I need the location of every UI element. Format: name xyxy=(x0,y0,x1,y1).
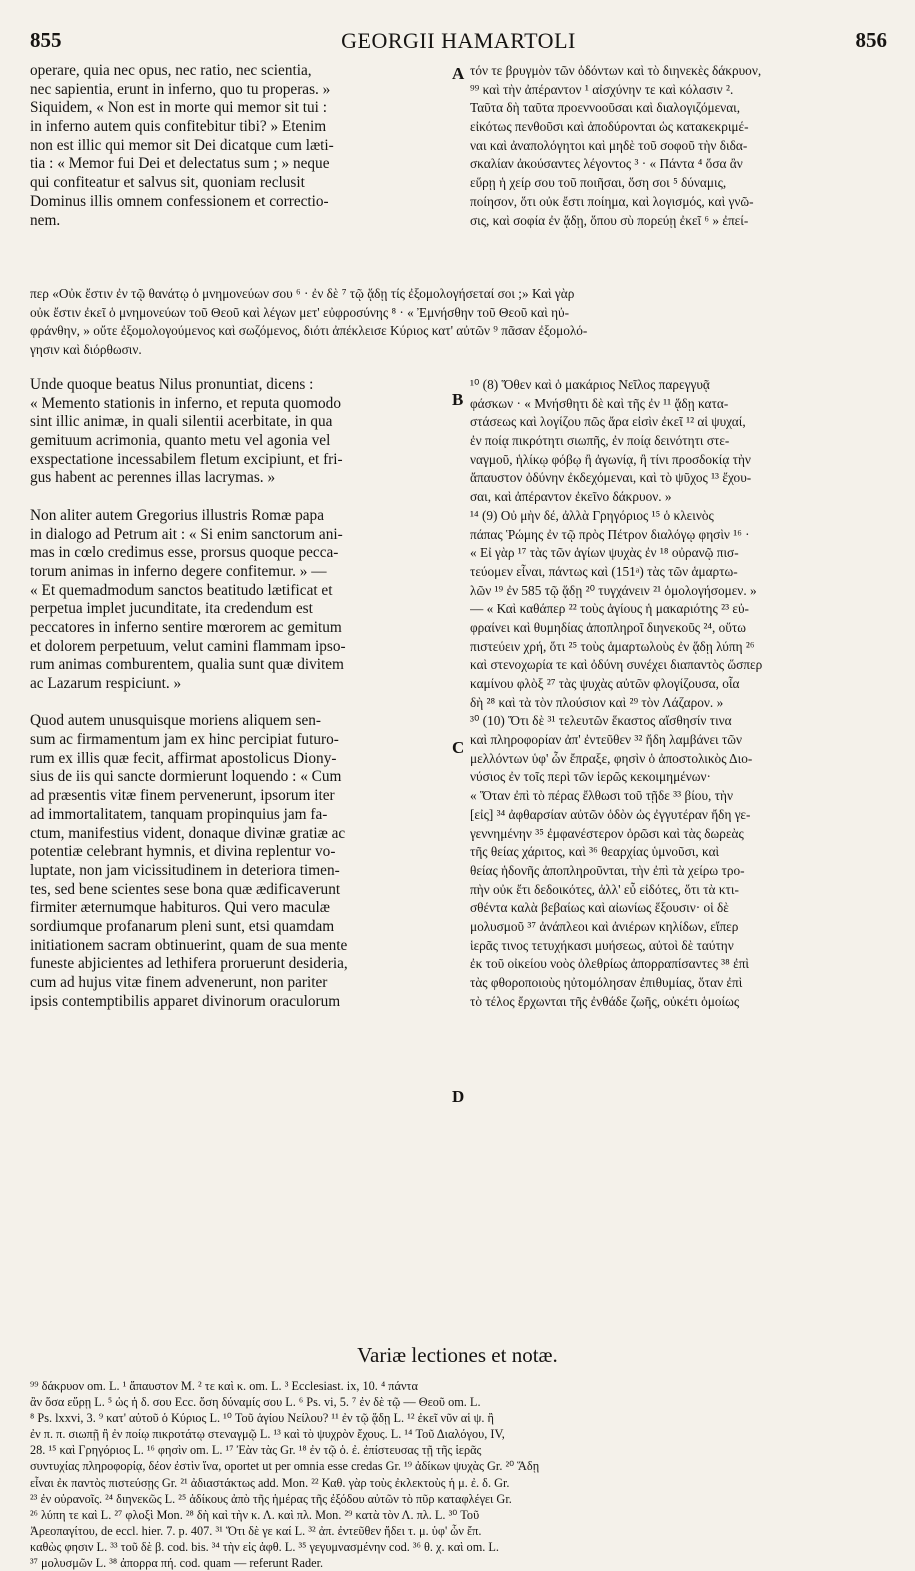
text-line: ⁸ Ps. lxxvi, 3. ⁹ κατ' αὐτοῦ ὁ Κύριος L. ¹⁰ Τοῦ ἁγίου Νείλου? ¹¹ ἐν τῷ ᾅδῃ L. ¹² ἐκεῖ νῦν αἱ ψ. ἢ xyxy=(30,1411,494,1426)
text-line: συντυχίας πληροφορίᾳ, δέον ἐστὶν ἵνα, oportet ut per omnia esse credas Gr. ¹⁹ ἀδίκων ψυχὰς Gr. ²⁰ Ἅδῃ xyxy=(30,1459,540,1474)
text-line: ac Lazarum respiciunt. » xyxy=(30,675,182,692)
text-line: sum ac firmamentum jam ex hinc percipiat futuro- xyxy=(30,731,339,749)
text-line: perpetua implet jucunditate, ita credendum est xyxy=(30,600,313,618)
text-line: sint illic animæ, in quali silentii acerbitate, in qua xyxy=(30,413,333,431)
text-line: exspectatione incessabilem fletum excipiunt, et fri- xyxy=(30,450,343,468)
text-line: Ταῦτα δὴ ταῦτα προεννοοῦσαι καὶ διαλογιζόμεναι, xyxy=(470,100,741,116)
latin-column-top xyxy=(30,62,444,230)
text-line: — « Καὶ καθάπερ ²² τοὺς ἁγίους ἡ μακαριότης ²³ εὐ- xyxy=(470,601,749,617)
text-line: Siquidem, « Non est in morte qui memor sit tui : xyxy=(30,99,327,117)
text-line: εἶναι ἐκ παντὸς πιστεύσῃς Gr. ²¹ ἀδιαστάκτως add. Mon. ²² Καθ. γὰρ τοὺς ἐκλεκτοὺς ἡ μ. ἐ. δ. Gr. xyxy=(30,1475,510,1490)
text-line: ἐν ποίᾳ πικρότητι σιωπῆς, ἐν ποίᾳ δεινότητι στε- xyxy=(470,433,730,449)
section-marker-a: A xyxy=(452,64,465,83)
text-line: firmiter æternumque habituros. Qui vero maculæ xyxy=(30,899,330,917)
greek-column-main xyxy=(470,376,886,1011)
text-line: « Εἰ γὰρ ¹⁷ τὰς τῶν ἁγίων ψυχὰς ἐν ¹⁸ οὐρανῷ πισ- xyxy=(470,545,739,561)
text-line: πάπας Ῥώμης ἐν τῷ πρὸς Πέτρον διαλόγῳ φησὶν ¹⁶ · xyxy=(470,526,750,542)
text-line: ἐν π. π. σιωπῇ ἢ ἐν ποίῳ πικροτάτῳ στεναγμῷ L. ¹³ καὶ τὸ ψυχρὸν ἔχους. L. ¹⁴ Τοῦ Διαλόγου, IV, xyxy=(30,1427,505,1442)
text-line: « Et quemadmodum sanctos beatitudo lætificat et xyxy=(30,581,333,599)
text-line: ἂν ὅσα εὕρῃ L. ⁵ ὡς ἡ δ. σου Ecc. ὅση δύναμίς σου L. ⁶ Ps. vi, 5. ⁷ ἐν δὲ τῷ — Θεοῦ om. L. xyxy=(30,1395,481,1410)
text-line: ad præsentis vitæ finem pervenerunt, ipsorum iter xyxy=(30,787,335,805)
section-marker-b: B xyxy=(452,390,464,409)
text-line: [εἰς] ³⁴ ἀφθαρσίαν αὐτῶν ὁδὸν ὡς ἐγγυτέραν ἤδη γε- xyxy=(470,806,751,822)
text-line: εὕρῃ ἡ χείρ σου τοῦ ποιῆσαι, ὅση σοι ⁵ δύναμις, xyxy=(470,175,727,191)
text-line: et dolorem perpetuum, velut camini flammam ipso- xyxy=(30,637,346,655)
text-line: ³⁷ μολυσμῶν L. ³⁸ ἀπορρα πή. cod. quam — referunt Rader. xyxy=(30,1556,324,1571)
text-line: ²⁶ λύπη τε καὶ L. ²⁷ φλοξὶ Mon. ²⁸ δὴ καὶ τὴν κ. Λ. καὶ πλ. Mon. ²⁹ κατὰ τὸν Λ. πλ. L. ³⁰ Τοῦ xyxy=(30,1507,480,1522)
text-line: ποίησον, ὅτι οὐκ ἔστι ποίημα, καὶ λογισμός, καὶ γνῶ- xyxy=(470,193,754,209)
page-number-left: 855 xyxy=(30,28,62,52)
text-line: τὰς φθοροποιοὺς ηὐτομόλησαν ἐπιθυμίας, ὅταν ἐπὶ xyxy=(470,975,743,990)
text-line: ²³ ἐν οὐρανοῖς. ²⁴ διηνεκῶς L. ²⁵ ἀδίκους ἀπὸ τῆς ἡμέρας τῆς ἐξόδου αὐτῶν τὸ πῦρ καταφλέγει Gr. xyxy=(30,1491,512,1506)
section-marker-d: D xyxy=(452,1087,465,1106)
text-line: τεύομεν εἶναι, πάντως καὶ (151ᵃ) τὰς τῶν ἁμαρτω- xyxy=(470,563,738,579)
text-line: Ἀρεοπαγίτου, de eccl. hier. 7. p. 407. ³¹ Ὅτι δὲ γε καί L. ³² ἀπ. ἐντεῦθεν ἤδει τ. μ. ὑφ' ὧν ἔπ. xyxy=(30,1523,482,1538)
text-line: φράνθην, » οὔτε ἐξομολογούμενος καὶ σωζόμενος, διότι ἀπέκλεισε Κύριος κατ' αὐτῶν ⁹ πᾶσαν ἐξομολό- xyxy=(30,323,588,339)
text-line: ad immortalitatem, tanquam propinquius jam fa- xyxy=(30,805,328,823)
text-line: funeste abjicientes ad lethifera proruerunt desideria, xyxy=(30,955,348,973)
text-line: 28. ¹⁵ καὶ Γρηγόριος L. ¹⁶ φησὶν om. L. ¹⁷ Ἐὰν τὰς Gr. ¹⁸ ἐν τῷ ὁ. ἐ. ἐπίστευσας τῇ τῆς ἱερᾶς xyxy=(30,1443,482,1458)
text-line: ipsis contemptibilis apparet divinorum oraculorum xyxy=(30,992,341,1010)
text-line: μελλόντων ὑφ' ὧν ἔπραξε, φησὶν ὁ ἀποστολικὸς Διο- xyxy=(470,750,753,766)
text-line: tes, sed bene scientes sese bona quæ ædificaverunt xyxy=(30,880,341,898)
text-line: τῆς θείας χάριτος, καὶ ³⁶ θεαρχίας ὑμνοῦσι, καὶ xyxy=(470,844,720,860)
text-line: Non aliter autem Gregorius illustris Romæ papa xyxy=(30,506,324,524)
text-line: γεννημένην ³⁵ ἐμφανέστερον ὁρῶσι καὶ τὰς δωρεὰς xyxy=(470,825,744,841)
text-line: δὴ ²⁸ καὶ τὰ τὸν πλούσιον καὶ ²⁹ τὸν Λάζαρον. » xyxy=(470,694,724,710)
text-line: non est illic qui memor sit Dei dicatque cum læti- xyxy=(30,136,334,154)
page-header xyxy=(30,28,887,58)
text-line: σκαλίαν ἀκούσαντες λέγοντος ³ · « Πάντα ⁴ ὅσα ἂν xyxy=(470,156,743,172)
text-line: sordiumque profanarum pleni sunt, etsi quamdam xyxy=(30,917,335,935)
text-line: σις, καὶ σοφία ἐν ᾅδῃ, ὅπου σὺ πορεύῃ ἐκεῖ ⁶ » ἐπεί- xyxy=(470,212,749,228)
text-line: « Ὅταν ἐπὶ τὸ πέρας ἔλθωσι τοῦ τῇδε ³³ βίου, τὴν xyxy=(470,788,733,804)
text-line: σαι, καὶ ἀπέραντον ἐκεῖνο δάκρυον. » xyxy=(470,489,672,505)
text-line: φάσκων · « Μνήσθητι δὲ καὶ τῆς ἐν ¹¹ ᾅδῃ κατα- xyxy=(470,395,729,411)
notes-heading: Variæ lectiones et notæ. xyxy=(357,1343,558,1367)
text-line: φραίνει καὶ θυμηδίας ἀποπληροῖ διηνεκοῦς ²⁴, οὕτω xyxy=(470,619,746,635)
text-line: ¹⁴ (9) Οὐ μὴν δέ, ἀλλὰ Γρηγόριος ¹⁵ ὁ κλεινὸς xyxy=(470,507,714,523)
text-line: ναι καὶ ἀναπολόγητοι καὶ μηδὲ τοῦ σοφοῦ τὴν διδα- xyxy=(470,137,748,153)
text-line: sius de iis qui sancte dormierunt loquendo : « Cum xyxy=(30,768,342,786)
text-line: νύσιος ἐν τοῖς περὶ τῶν ἱερῶς κεκοιμημένων· xyxy=(470,769,711,785)
text-line: « Memento stationis in inferno, et reputa quomodo xyxy=(30,394,341,412)
text-line: rum animas comburentem, qualia sunt quæ divitem xyxy=(30,656,344,674)
text-line: τὸ τέλος ἔρχωνται τῆς ἐνθάδε ζωῆς, οὐκέτι ὁμοίως xyxy=(470,993,740,1009)
text-line: nem. xyxy=(30,211,61,229)
text-line: μολυσμοῦ ³⁷ ἀνάπλεοι καὶ ἀνιέρων κηλίδων, εἴπερ xyxy=(470,918,739,934)
page-number-right: 856 xyxy=(855,28,887,52)
text-line: στάσεως καὶ λογίζου πῶς ἄρα εἰσὶν ἐκεῖ ¹² αἱ ψυχαί, xyxy=(470,414,746,430)
full-width-greek-passage xyxy=(30,285,886,360)
text-line: εἰκότως πενθοῦσι καὶ ἀποδύρονται ὡς κατακεκριμέ- xyxy=(470,119,749,135)
text-line: ⁹⁹ δάκρυον om. L. ¹ ἄπαυστον M. ² τε καὶ κ. om. L. ³ Ecclesiast. ix, 10. ⁴ πάντα xyxy=(30,1379,418,1393)
text-line: ctum, manifestius vident, donaque divinæ gratiæ ac xyxy=(30,824,346,842)
variant-readings-notes xyxy=(30,1378,886,1571)
text-line: in dialogo ad Petrum ait : « Si enim sanctorum ani- xyxy=(30,525,343,543)
text-line: ⁹⁹ καὶ τὴν ἀπέραντον ¹ αἰσχύνην τε καὶ κόλασιν ². xyxy=(470,81,734,97)
text-line: in inferno autem quis confitebitur tibi? » Etenim xyxy=(30,118,327,136)
text-line: καμίνου φλὸξ ²⁷ τὰς ψυχὰς αὐτῶν φλογίζουσα, οἷα xyxy=(470,676,740,691)
text-line: qui confiteatur et salvus sit, quoniam reclusit xyxy=(30,174,305,192)
text-line: initiationem sacram obtinuerint, quam de sua mente xyxy=(30,936,348,954)
text-line: operare, quia nec opus, nec ratio, nec scientia, xyxy=(30,62,312,79)
text-line: ἐκ τοῦ οἰκείου νοὸς ὀλεθρίως ἀπορραπίσαντες ³⁸ ἐπὶ xyxy=(470,956,749,972)
text-line: Quod autem unusquisque moriens aliquem sen- xyxy=(30,712,322,730)
latin-column-main xyxy=(30,376,444,1011)
text-line: nec sapientia, erunt in inferno, quo tu properas. » xyxy=(30,80,331,98)
text-line: τόν τε βρυγμὸν τῶν ὀδόντων καὶ τὸ διηνεκὲς δάκρυον, xyxy=(470,63,762,78)
text-line xyxy=(30,694,444,713)
text-line: Dominus illis omnem confessionem et correctio- xyxy=(30,192,329,210)
text-line: ναγμοῦ, ἡλίκῳ φόβῳ ἢ ἀγωνίᾳ, ἢ τίνι προσδοκίᾳ τὴν xyxy=(470,451,751,467)
text-line: ἱερᾶς τινος τετυχήκασι μυήσεως, αὐτοὶ δὲ ταύτην xyxy=(470,937,734,953)
text-line xyxy=(30,488,444,507)
text-line: θείας ἡδονῆς ἀποπληροῦνται, τὴν ἐπὶ τὰ χείρω τρο- xyxy=(470,862,745,878)
text-line: πιστεύειν χρή, ὅτι ²⁵ τοὺς ἁμαρτωλοὺς ἐν ᾅδῃ λύπη ²⁶ xyxy=(470,638,755,654)
section-marker-c: C xyxy=(452,738,465,757)
greek-column-top xyxy=(470,62,886,230)
text-line: γησιν καὶ διόρθωσιν. xyxy=(30,342,142,358)
text-line: καὶ πληροφορίαν ἀπ' ἐντεῦθεν ³² ἤδη λαμβάνει τῶν xyxy=(470,732,743,748)
text-line: πὴν οὐκ ἔτι δεδοικότες, ἀλλ' εὖ εἰδότες, ὅτι τὰ κτι- xyxy=(470,881,739,897)
text-line: tia : « Memor fui Dei et delectatus sum ; » neque xyxy=(30,155,330,173)
text-line: καθὼς φησιν L. ³³ τοῦ δὲ β. cod. bis. ³⁴ τὴν εἰς ἀφθ. L. ³⁵ γεγυμνασμένην cod. ³⁶ θ. χ. καὶ om. L. xyxy=(30,1539,499,1554)
text-line: mas in cœlo credimus esse, prorsus quoque pecca- xyxy=(30,544,339,562)
text-line: gemituum acrimonia, quanto metu vel agonia vel xyxy=(30,432,331,450)
text-line: σθέντα καλὰ βεβαίως καὶ αἰωνίως ἕξουσιν· οἱ δὲ xyxy=(470,900,729,916)
text-line: καὶ στενοχωρία τε καὶ ὀδύνη συνέχει διαπαντὸς ὥσπερ xyxy=(470,657,763,673)
text-line: gus habent ac perennes illas lacrymas. » xyxy=(30,469,276,487)
text-line: οὐκ ἔστιν ἐκεῖ ὁ μνημονεύων τοῦ Θεοῦ καὶ λέγων μετ' εὐφροσύνης ⁸ · « Ἐμνήσθην τοῦ Θεοῦ καὶ ηὐ- xyxy=(30,304,570,320)
text-line: ³⁰ (10) Ὅτι δὲ ³¹ τελευτῶν ἕκαστος αἴσθησίν τινα xyxy=(470,713,732,729)
text-line: λῶν ¹⁹ ἐν 585 τῷ ᾅδῃ ²⁰ τυγχάνειν ²¹ ὁμολογήσομεν. » xyxy=(470,582,757,598)
text-line: cum ad hujus vitæ finem advenerunt, non pariter xyxy=(30,974,328,991)
running-title: GEORGII HAMARTOLI xyxy=(341,28,576,53)
text-line: peccatores in inferno sentire mœrorem ac gemitum xyxy=(30,618,342,636)
text-line: potentiæ celebrant hymnis, et divina replentur vo- xyxy=(30,843,336,861)
text-line: ἄπαυστον ὀδύνην ἐκδεχόμεναι, καὶ τὸ ψῦχος ¹³ ἔχου- xyxy=(470,470,752,486)
text-line: ¹⁰ (8) Ὅθεν καὶ ὁ μακάριος Νεῖλος παρεγγυᾷ xyxy=(470,377,710,392)
text-line: luptate, non jam vicissitudinem in deteriora timen- xyxy=(30,861,340,879)
text-line: rum ex illis quæ fecit, affirmat apostolicus Diony- xyxy=(30,749,337,767)
text-line: Unde quoque beatus Nilus pronuntiat, dicens : xyxy=(30,376,314,393)
text-line: περ «Οὐκ ἔστιν ἐν τῷ θανάτῳ ὁ μνημονεύων σου ⁶ · ἐν δὲ ⁷ τῷ ᾅδῃ τίς ἐξομολογήσεταί σοι ;» Καὶ γὰρ xyxy=(30,286,575,301)
text-line: torum animas in inferno degere confitemur. » — xyxy=(30,562,327,580)
